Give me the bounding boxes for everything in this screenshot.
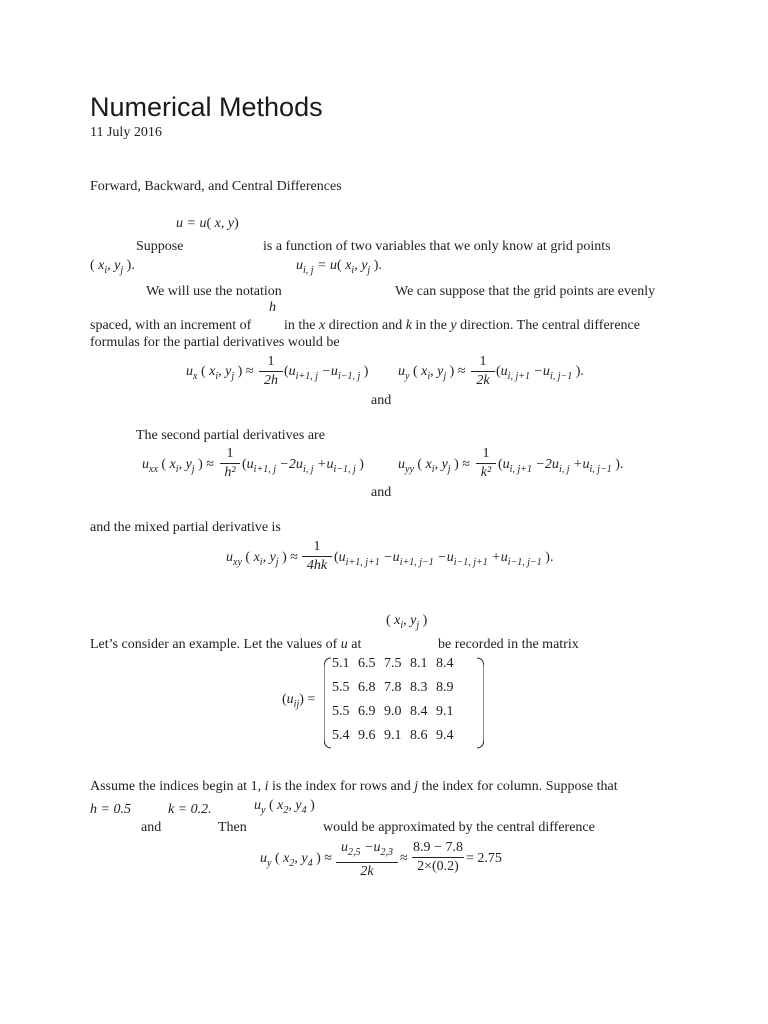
equation-ux: $u_x$ ( $x_i$, $y_j$ ) ≈ [186, 364, 254, 382]
text-direction: in the x direction and k in the y direction. The central difference [284, 318, 640, 333]
equation-uxy-terms: ($u_{i+1, j+1} -u_{i+1, j-1} -u_{i-1, j+1} +u_{i-1, j-1}$ ). [334, 550, 554, 568]
page-title: Numerical Methods [90, 92, 323, 122]
approx-symbol: ≈ [400, 851, 408, 866]
equation-k-value: k = 0.2. [168, 802, 212, 817]
text-spaced: spaced, with an increment of [90, 318, 252, 333]
fraction-1-over-4hk: 1 4hk [302, 539, 332, 574]
text-assume: Assume the indices begin at 1, i is the index for rows and j the index for column. Suppose that [90, 779, 618, 794]
matrix-row: 5.1 6.5 7.5 8.1 8.4 [332, 656, 454, 671]
text-function-desc: is a function of two variables that we only know at grid points [263, 239, 611, 254]
equation-matrix-label: $(u_{ij})$ = [282, 692, 316, 710]
text-recorded-matrix: be recorded in the matrix [438, 637, 579, 652]
equation-uy-terms: ($u_{i, j+1} -u_{i, j-1}$ ). [496, 364, 584, 382]
data-matrix [324, 656, 484, 748]
fraction-1-over-2h: 1 2h [259, 354, 283, 389]
equation-uyy: $u_{yy}$ ( $x_i$, $y_j$ ) ≈ [398, 457, 470, 475]
equation-grid-point: ( $x_i$, $y_j$ ). [90, 258, 135, 276]
matrix-row: 5.5 6.9 9.0 8.4 9.1 [332, 704, 454, 719]
text-example: Let’s consider an example. Let the values of u at [90, 637, 362, 652]
equation-uxy: $u_{xy}$ ( $x_i$, $y_j$ ) ≈ [226, 550, 298, 568]
equation-uyy-terms: ($u_{i, j+1} -2u_{i, j} +u_{i, j-1}$ ). [498, 457, 624, 475]
equation-notation: $u_{i, j} = u$( $x_i$, $y_j$ ). [296, 258, 382, 276]
equation-uxx: $u_{xx}$ ( $x_i$, $y_j$ ) ≈ [142, 457, 214, 475]
result-value: = 2.75 [466, 851, 502, 866]
text-and-3: and [141, 820, 162, 835]
equation-uy: $u_y$ ( $x_i$, $y_j$ ) ≈ [398, 364, 466, 382]
text-and-2: and [371, 485, 392, 500]
equation-uxx-terms: ($u_{i+1, j} -2u_{i, j} +u_{i-1, j}$ ) [242, 457, 364, 475]
fraction-central-diff: $u_{2,5} -u_{2,3}$ 2k [336, 840, 398, 880]
fraction-1-over-2k: 1 2k [471, 354, 495, 389]
equation-final-lhs: $u_y$ ( $x_2$, $y_4$ ) ≈ [260, 851, 332, 869]
fraction-1-over-k2: 1 k² [476, 446, 496, 481]
text-suppose: Suppose [136, 239, 184, 254]
text-formulas: formulas for the partial derivatives would be [90, 335, 340, 350]
equation-h-value: h = 0.5 [90, 802, 131, 817]
text-and-1: and [371, 393, 392, 408]
section-heading: Forward, Backward, and Central Differences [90, 179, 342, 194]
equation-ux-terms: ($u_{i+1, j} -u_{i-1, j}$ ) [284, 364, 369, 382]
equation-u-def: u = u( x, y) [176, 216, 239, 231]
matrix-row: 5.4 9.6 9.1 8.6 9.4 [332, 728, 454, 743]
text-mixed-derivative: and the mixed partial derivative is [90, 520, 281, 535]
text-evenly: We can suppose that the grid points are evenly [395, 284, 656, 299]
equation-example-point: ( $x_i$, $y_j$ ) [386, 613, 428, 631]
fraction-numeric: 8.9 − 7.8 2×(0.2) [413, 840, 463, 874]
text-approximated: would be approximated by the central difference [323, 820, 595, 835]
matrix-row: 5.5 6.8 7.8 8.3 8.9 [332, 680, 454, 695]
symbol-h: h [269, 300, 276, 315]
fraction-1-over-h2: 1 h² [220, 446, 240, 481]
text-notation: We will use the notation [146, 284, 282, 299]
equation-uy-x2y4: $u_y$ ( $x_2$, $y_4$ ) [254, 798, 315, 816]
text-second-derivatives: The second partial derivatives are [136, 428, 325, 443]
document-date: 11 July 2016 [90, 125, 162, 140]
text-then: Then [218, 820, 247, 835]
